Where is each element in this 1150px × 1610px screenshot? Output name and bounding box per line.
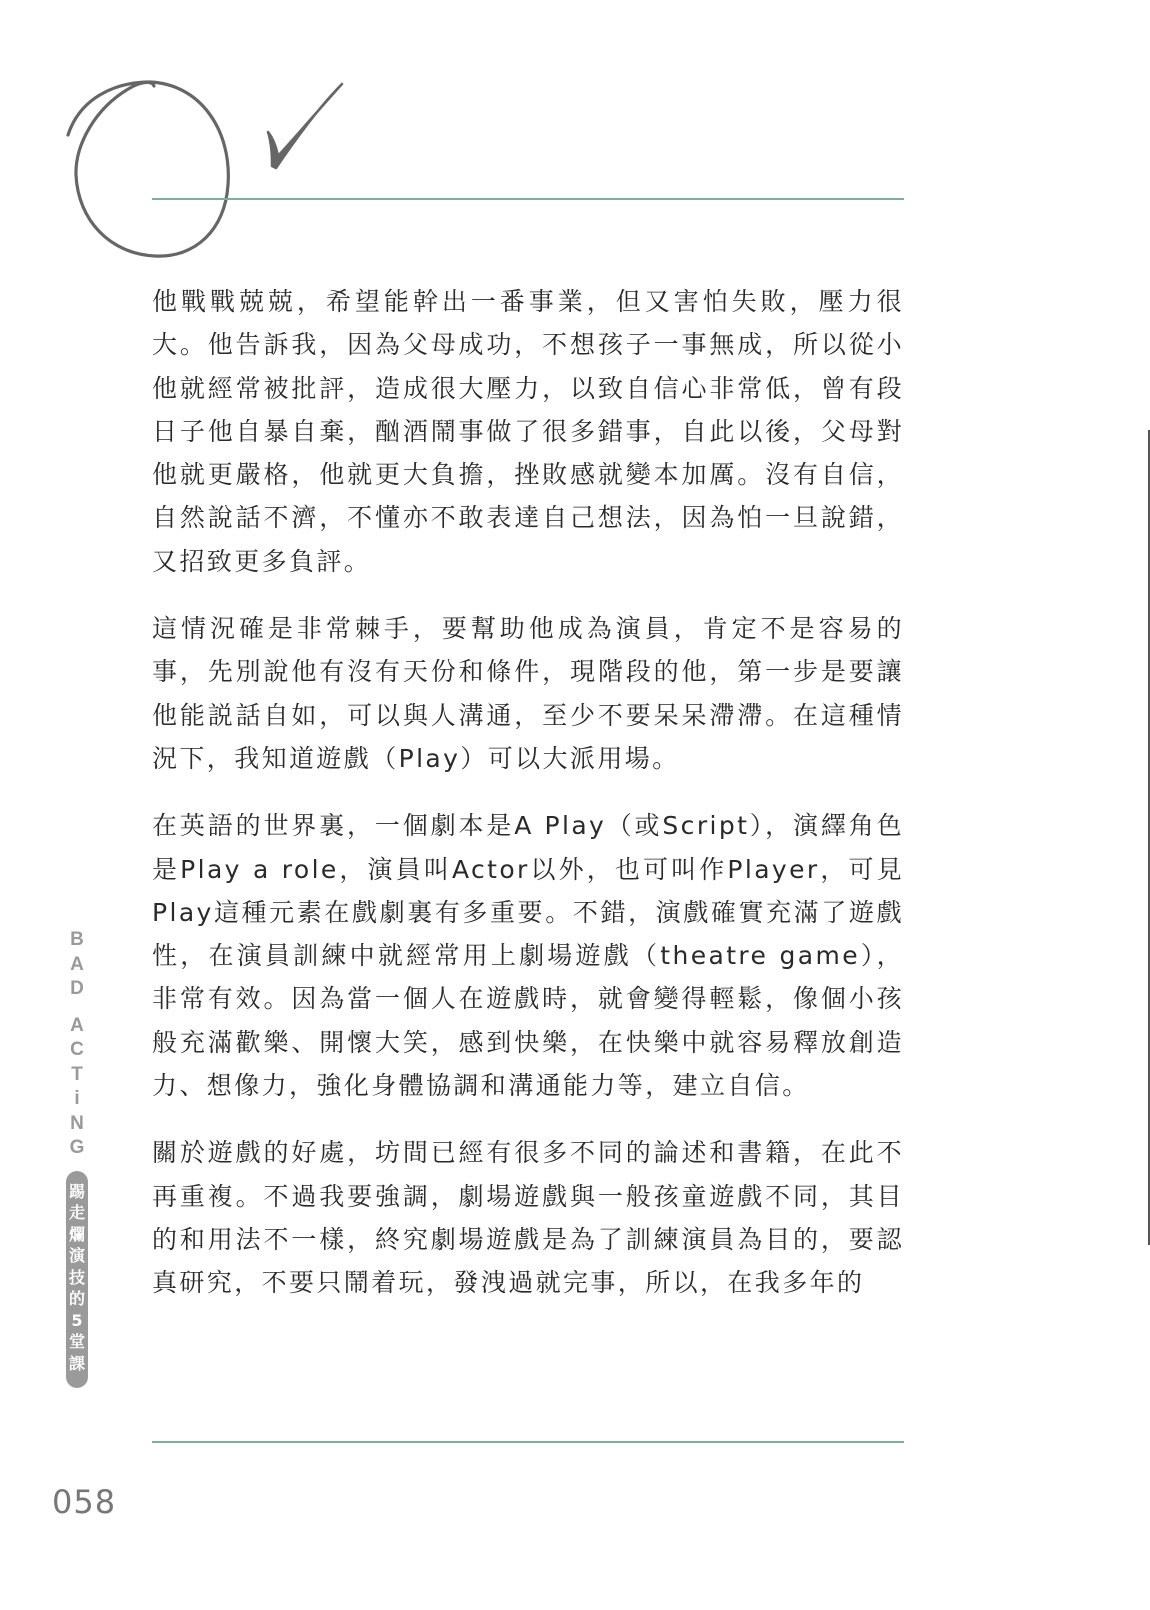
side-label-latin bbox=[64, 928, 90, 1161]
side-letter: C bbox=[70, 1039, 84, 1060]
paragraph: 他戰戰兢兢，希望能幹出一番事業，但又害怕失敗，壓力很大。他告訴我，因為父母成功，不想孩子一事無成，所以從小他就經常被批評，造成很大壓力，以致自信心非常低，曾有段日子他自暴自棄，酗酒鬧事做了很多錯事，自此以後，父母對他就更嚴格，他就更大負擔，挫敗感就變本加厲。沒有自信，自然說話不濟，不懂亦不敢表達自己想法，因為怕一旦說錯，又招致更多負評。 bbox=[152, 287, 904, 576]
side-char: 5 bbox=[71, 1310, 83, 1330]
book-title-side-label bbox=[64, 928, 90, 1388]
circle-mark-icon bbox=[68, 82, 228, 256]
top-rule bbox=[152, 198, 904, 200]
paragraph: 關於遊戲的好處，坊間已經有很多不同的論述和書籍，在此不再重複。不過我要強調，劇場遊戲與一般孩童遊戲不同，其目的和用法不一樣，終究劇場遊戲是為了訓練演員為目的，要認真研究，不要只鬧着玩，發洩過就完事，所以，在我多年的 bbox=[152, 1138, 904, 1298]
side-char: 技 bbox=[68, 1267, 85, 1287]
side-char: 課 bbox=[68, 1353, 85, 1373]
body-text bbox=[152, 280, 904, 1329]
side-char: 的 bbox=[68, 1289, 85, 1308]
side-letter: A bbox=[70, 1014, 84, 1036]
side-char: 堂 bbox=[68, 1332, 85, 1351]
page-number: 058 bbox=[52, 1483, 117, 1521]
side-char: 走 bbox=[68, 1203, 85, 1222]
hand-drawn-marks bbox=[60, 70, 360, 270]
bottom-rule bbox=[152, 1441, 904, 1443]
checkmark-icon bbox=[268, 84, 342, 168]
side-char: 踢 bbox=[68, 1181, 85, 1201]
side-letter-gap bbox=[64, 1002, 90, 1014]
side-letter: B bbox=[70, 929, 84, 950]
side-letter: T bbox=[71, 1063, 83, 1085]
side-letter: N bbox=[70, 1112, 84, 1134]
side-letter: D bbox=[70, 978, 84, 999]
side-letter: i bbox=[74, 1088, 80, 1109]
side-char: 演 bbox=[68, 1246, 85, 1265]
paragraph: 這情況確是非常棘手，要幫助他成為演員，肯定不是容易的事，先別說他有沒有天份和條件，現階段的他，第一步是要讓他能説話自如，可以與人溝通，至少不要呆呆滯滯。在這種情況下，我知道遊戲（Play）可以大派用場。 bbox=[152, 614, 904, 773]
side-letter: A bbox=[70, 953, 84, 975]
side-letter: G bbox=[69, 1137, 85, 1158]
side-char: 爛 bbox=[68, 1224, 85, 1244]
side-label-chinese bbox=[66, 1171, 88, 1389]
paragraph: 在英語的世界裏，一個劇本是A Play（或Script），演繹角色是Play a role，演員叫Actor以外，也可叫作Player，可見Play這種元素在戲劇裏有多重要。不錯，演戲確實充滿了遊戲性，在演員訓練中就經常用上劇場遊戲（theatre game），非常有效。因為當一個人在遊戲時，就會變得輕鬆，像個小孩般充滿歡樂、開懷大笑，感到快樂，在快樂中就容易釋放創造力、想像力，強化身體協調和溝通能力等，建立自信。 bbox=[152, 811, 904, 1101]
